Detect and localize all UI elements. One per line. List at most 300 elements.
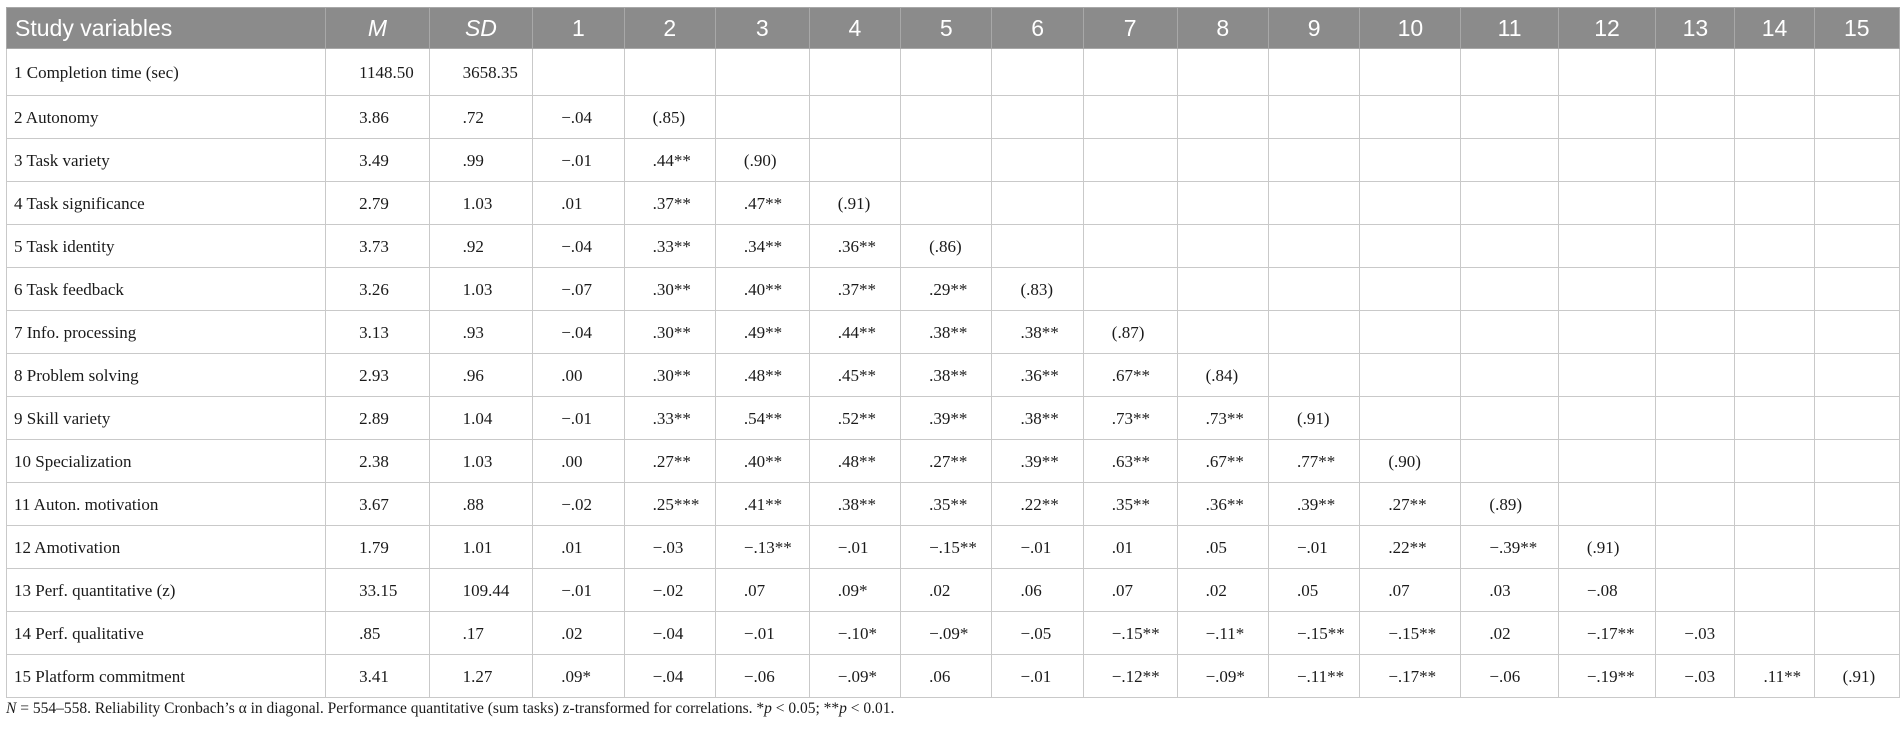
correlation-cell xyxy=(992,182,1083,225)
correlation-cell: .27** xyxy=(624,440,715,483)
correlation-cell: −.04 xyxy=(533,225,624,268)
correlation-cell: −.04 xyxy=(533,96,624,139)
table-body xyxy=(7,49,1900,698)
correlation-cell xyxy=(992,139,1083,182)
correlation-cell: .05 xyxy=(1177,526,1268,569)
correlation-cell xyxy=(809,49,900,96)
correlation-cell: −.09* xyxy=(901,612,992,655)
row-label: 12 Amotivation xyxy=(7,526,326,569)
correlation-cell: (.91) xyxy=(809,182,900,225)
sd-cell: .92 xyxy=(429,225,533,268)
column-header: 6 xyxy=(992,8,1083,49)
correlation-cell xyxy=(1558,182,1655,225)
correlation-cell xyxy=(1268,96,1359,139)
correlation-cell xyxy=(1735,354,1814,397)
correlation-cell: −.13** xyxy=(715,526,809,569)
correlation-cell: −.02 xyxy=(624,569,715,612)
correlation-cell xyxy=(715,96,809,139)
correlation-cell: −.01 xyxy=(992,526,1083,569)
column-header: 12 xyxy=(1558,8,1655,49)
mean-cell: 2.38 xyxy=(326,440,430,483)
correlation-cell xyxy=(1814,440,1899,483)
column-header: 9 xyxy=(1268,8,1359,49)
correlation-cell xyxy=(1814,139,1899,182)
correlation-cell: −.15** xyxy=(1268,612,1359,655)
correlation-cell xyxy=(1360,182,1461,225)
correlation-cell xyxy=(1461,182,1558,225)
correlation-cell xyxy=(1656,225,1735,268)
correlation-cell xyxy=(1735,139,1814,182)
correlation-cell: .39** xyxy=(1268,483,1359,526)
correlation-cell: −.01 xyxy=(533,397,624,440)
correlation-cell: .07 xyxy=(715,569,809,612)
sd-cell: 1.27 xyxy=(429,655,533,698)
correlation-cell: (.91) xyxy=(1558,526,1655,569)
correlation-cell xyxy=(1360,311,1461,354)
table-row xyxy=(7,440,1900,483)
correlation-cell: .30** xyxy=(624,268,715,311)
table-row xyxy=(7,569,1900,612)
correlation-cell xyxy=(901,139,992,182)
correlation-cell xyxy=(992,49,1083,96)
correlation-cell: .11** xyxy=(1735,655,1814,698)
correlation-cell: −.03 xyxy=(1656,612,1735,655)
correlation-cell: .07 xyxy=(1083,569,1177,612)
correlation-cell: .48** xyxy=(809,440,900,483)
correlation-cell: −.12** xyxy=(1083,655,1177,698)
correlation-cell: −.09* xyxy=(1177,655,1268,698)
sd-cell: 1.01 xyxy=(429,526,533,569)
correlation-cell xyxy=(1656,483,1735,526)
mean-cell: 3.86 xyxy=(326,96,430,139)
correlation-cell xyxy=(1360,139,1461,182)
correlation-cell: .54** xyxy=(715,397,809,440)
correlation-cell xyxy=(1268,268,1359,311)
correlation-cell: .33** xyxy=(624,225,715,268)
correlation-cell xyxy=(1177,311,1268,354)
correlation-cell: −.04 xyxy=(624,612,715,655)
correlation-cell xyxy=(1656,182,1735,225)
correlation-cell xyxy=(1558,440,1655,483)
correlation-cell: .38** xyxy=(901,311,992,354)
column-header: 14 xyxy=(1735,8,1814,49)
correlation-cell xyxy=(624,49,715,96)
correlation-cell xyxy=(1735,526,1814,569)
correlation-cell: −.02 xyxy=(533,483,624,526)
correlation-cell: .02 xyxy=(901,569,992,612)
row-label: 7 Info. processing xyxy=(7,311,326,354)
correlation-cell: .40** xyxy=(715,440,809,483)
column-header: SD xyxy=(429,8,533,49)
correlation-cell xyxy=(1814,96,1899,139)
correlation-cell: .35** xyxy=(1083,483,1177,526)
sd-cell: 3658.35 xyxy=(429,49,533,96)
correlation-cell xyxy=(1558,225,1655,268)
correlation-cell xyxy=(1656,354,1735,397)
correlation-cell: .73** xyxy=(1177,397,1268,440)
column-header: 4 xyxy=(809,8,900,49)
correlation-cell xyxy=(1814,49,1899,96)
correlation-cell xyxy=(1558,49,1655,96)
table-row xyxy=(7,225,1900,268)
correlation-cell xyxy=(1461,440,1558,483)
correlation-cell xyxy=(1558,268,1655,311)
table-row xyxy=(7,311,1900,354)
correlation-cell xyxy=(1558,483,1655,526)
correlation-cell: .30** xyxy=(624,354,715,397)
table-row xyxy=(7,526,1900,569)
correlation-cell: .09* xyxy=(809,569,900,612)
correlation-cell xyxy=(1083,49,1177,96)
correlation-cell: .49** xyxy=(715,311,809,354)
correlation-cell: (.85) xyxy=(624,96,715,139)
correlation-cell xyxy=(1656,397,1735,440)
correlation-cell xyxy=(1735,182,1814,225)
correlation-cell xyxy=(1177,225,1268,268)
correlation-cell xyxy=(1268,354,1359,397)
correlation-cell xyxy=(1360,49,1461,96)
correlation-cell xyxy=(1558,397,1655,440)
correlation-cell: .33** xyxy=(624,397,715,440)
mean-cell: 33.15 xyxy=(326,569,430,612)
correlation-cell xyxy=(901,182,992,225)
correlation-cell xyxy=(1360,268,1461,311)
correlation-cell: −.04 xyxy=(624,655,715,698)
column-header: 3 xyxy=(715,8,809,49)
correlation-cell xyxy=(1735,397,1814,440)
correlation-table xyxy=(6,7,1900,698)
correlation-cell xyxy=(1083,268,1177,311)
correlation-cell xyxy=(533,49,624,96)
correlation-cell: −.19** xyxy=(1558,655,1655,698)
correlation-cell xyxy=(1268,49,1359,96)
correlation-cell xyxy=(1461,225,1558,268)
correlation-cell: .02 xyxy=(1461,612,1558,655)
correlation-cell: .00 xyxy=(533,440,624,483)
correlation-cell xyxy=(1558,311,1655,354)
correlation-cell xyxy=(1558,139,1655,182)
correlation-cell: −.01 xyxy=(533,569,624,612)
correlation-cell: .27** xyxy=(901,440,992,483)
correlation-cell: .02 xyxy=(1177,569,1268,612)
correlation-cell xyxy=(1461,397,1558,440)
correlation-cell xyxy=(1268,139,1359,182)
mean-cell: 3.49 xyxy=(326,139,430,182)
sd-cell: .17 xyxy=(429,612,533,655)
correlation-cell xyxy=(1360,225,1461,268)
correlation-cell xyxy=(992,96,1083,139)
correlation-cell: .38** xyxy=(992,311,1083,354)
correlation-cell: −.15** xyxy=(1360,612,1461,655)
mean-cell: 3.26 xyxy=(326,268,430,311)
correlation-cell: .67** xyxy=(1177,440,1268,483)
row-label: 1 Completion time (sec) xyxy=(7,49,326,96)
correlation-cell: .41** xyxy=(715,483,809,526)
correlation-cell xyxy=(1814,225,1899,268)
correlation-cell xyxy=(1268,311,1359,354)
correlation-cell: .30** xyxy=(624,311,715,354)
correlation-cell xyxy=(1656,311,1735,354)
correlation-cell xyxy=(1735,96,1814,139)
correlation-cell: .38** xyxy=(992,397,1083,440)
correlation-cell: .39** xyxy=(901,397,992,440)
column-header: 10 xyxy=(1360,8,1461,49)
correlation-cell: .77** xyxy=(1268,440,1359,483)
correlation-cell: −.11* xyxy=(1177,612,1268,655)
correlation-cell: (.86) xyxy=(901,225,992,268)
row-label: 9 Skill variety xyxy=(7,397,326,440)
row-label: 2 Autonomy xyxy=(7,96,326,139)
mean-cell: 3.13 xyxy=(326,311,430,354)
correlation-cell: −.08 xyxy=(1558,569,1655,612)
correlation-cell: .52** xyxy=(809,397,900,440)
correlation-cell: −.01 xyxy=(992,655,1083,698)
correlation-cell: .29** xyxy=(901,268,992,311)
correlation-cell: .47** xyxy=(715,182,809,225)
correlation-cell: −.03 xyxy=(624,526,715,569)
correlation-cell xyxy=(1814,354,1899,397)
mean-cell: 1148.50 xyxy=(326,49,430,96)
correlation-cell xyxy=(1814,182,1899,225)
correlation-cell: −.03 xyxy=(1656,655,1735,698)
correlation-cell xyxy=(809,96,900,139)
correlation-cell xyxy=(1814,526,1899,569)
mean-cell: .85 xyxy=(326,612,430,655)
column-header: 2 xyxy=(624,8,715,49)
correlation-cell: .01 xyxy=(533,182,624,225)
table-header-row xyxy=(7,8,1900,49)
row-label: 3 Task variety xyxy=(7,139,326,182)
correlation-cell: .05 xyxy=(1268,569,1359,612)
correlation-cell xyxy=(1461,49,1558,96)
correlation-cell: (.90) xyxy=(1360,440,1461,483)
correlation-cell: .22** xyxy=(992,483,1083,526)
mean-cell: 2.79 xyxy=(326,182,430,225)
correlation-cell: .06 xyxy=(901,655,992,698)
mean-cell: 2.93 xyxy=(326,354,430,397)
correlation-cell xyxy=(1558,354,1655,397)
correlation-cell: .48** xyxy=(715,354,809,397)
row-label: 14 Perf. qualitative xyxy=(7,612,326,655)
table-row xyxy=(7,612,1900,655)
correlation-cell xyxy=(1558,96,1655,139)
mean-cell: 3.41 xyxy=(326,655,430,698)
correlation-cell xyxy=(1360,354,1461,397)
sd-cell: 1.03 xyxy=(429,268,533,311)
table-row xyxy=(7,49,1900,96)
correlation-cell: .34** xyxy=(715,225,809,268)
correlation-cell: .40** xyxy=(715,268,809,311)
correlation-cell: .35** xyxy=(901,483,992,526)
correlation-cell xyxy=(1083,225,1177,268)
column-header: 15 xyxy=(1814,8,1899,49)
correlation-cell: (.87) xyxy=(1083,311,1177,354)
correlation-cell xyxy=(901,49,992,96)
table-row xyxy=(7,483,1900,526)
table-row xyxy=(7,139,1900,182)
correlation-cell: .06 xyxy=(992,569,1083,612)
sd-cell: .93 xyxy=(429,311,533,354)
table-row xyxy=(7,96,1900,139)
correlation-cell: −.05 xyxy=(992,612,1083,655)
row-label: 4 Task significance xyxy=(7,182,326,225)
correlation-cell xyxy=(1360,96,1461,139)
correlation-cell xyxy=(1735,440,1814,483)
column-header: 11 xyxy=(1461,8,1558,49)
correlation-cell xyxy=(1177,96,1268,139)
correlation-cell xyxy=(1177,139,1268,182)
correlation-cell: −.07 xyxy=(533,268,624,311)
sd-cell: .99 xyxy=(429,139,533,182)
sd-cell: .88 xyxy=(429,483,533,526)
table-row xyxy=(7,354,1900,397)
correlation-cell xyxy=(1735,483,1814,526)
correlation-cell: −.39** xyxy=(1461,526,1558,569)
correlation-cell xyxy=(715,49,809,96)
correlation-cell xyxy=(992,225,1083,268)
correlation-cell xyxy=(1735,311,1814,354)
correlation-cell: (.91) xyxy=(1814,655,1899,698)
correlation-cell: .27** xyxy=(1360,483,1461,526)
correlation-cell xyxy=(1656,440,1735,483)
mean-cell: 3.73 xyxy=(326,225,430,268)
correlation-cell: .39** xyxy=(992,440,1083,483)
row-label: 8 Problem solving xyxy=(7,354,326,397)
correlation-cell: .67** xyxy=(1083,354,1177,397)
row-label: 10 Specialization xyxy=(7,440,326,483)
correlation-cell: .03 xyxy=(1461,569,1558,612)
column-header: 8 xyxy=(1177,8,1268,49)
correlation-cell xyxy=(809,139,900,182)
correlation-cell: (.91) xyxy=(1268,397,1359,440)
correlation-cell xyxy=(1656,526,1735,569)
correlation-cell: .36** xyxy=(1177,483,1268,526)
table-row xyxy=(7,182,1900,225)
correlation-cell xyxy=(1177,182,1268,225)
correlation-cell xyxy=(1177,49,1268,96)
sd-cell: 1.03 xyxy=(429,440,533,483)
column-header: 7 xyxy=(1083,8,1177,49)
correlation-cell: .63** xyxy=(1083,440,1177,483)
correlation-cell xyxy=(1735,268,1814,311)
column-header: 13 xyxy=(1656,8,1735,49)
correlation-cell xyxy=(1656,49,1735,96)
correlation-cell: .36** xyxy=(809,225,900,268)
correlation-cell: (.89) xyxy=(1461,483,1558,526)
correlation-cell: −.06 xyxy=(1461,655,1558,698)
correlation-cell: .73** xyxy=(1083,397,1177,440)
correlation-cell: .45** xyxy=(809,354,900,397)
correlation-cell: −.01 xyxy=(533,139,624,182)
correlation-cell xyxy=(1461,354,1558,397)
correlation-cell: .44** xyxy=(809,311,900,354)
column-header: 1 xyxy=(533,8,624,49)
correlation-cell xyxy=(1814,569,1899,612)
correlation-cell xyxy=(1083,96,1177,139)
sd-cell: 1.04 xyxy=(429,397,533,440)
correlation-cell xyxy=(901,96,992,139)
mean-cell: 1.79 xyxy=(326,526,430,569)
correlation-cell xyxy=(1814,612,1899,655)
correlation-cell: .37** xyxy=(624,182,715,225)
correlation-cell: .36** xyxy=(992,354,1083,397)
mean-cell: 3.67 xyxy=(326,483,430,526)
correlation-cell: .25*** xyxy=(624,483,715,526)
correlation-cell xyxy=(1360,397,1461,440)
correlation-cell xyxy=(1461,139,1558,182)
correlation-cell: −.09* xyxy=(809,655,900,698)
correlation-cell: −.04 xyxy=(533,311,624,354)
sd-cell: .96 xyxy=(429,354,533,397)
table-row xyxy=(7,397,1900,440)
correlation-cell xyxy=(1656,569,1735,612)
correlation-cell xyxy=(1461,311,1558,354)
correlation-cell xyxy=(1735,569,1814,612)
correlation-cell: .07 xyxy=(1360,569,1461,612)
correlation-cell: −.10* xyxy=(809,612,900,655)
correlation-cell xyxy=(1814,311,1899,354)
correlation-cell: .09* xyxy=(533,655,624,698)
column-header: 5 xyxy=(901,8,992,49)
correlation-cell: −.17** xyxy=(1360,655,1461,698)
correlation-cell xyxy=(1656,268,1735,311)
correlation-cell: −.17** xyxy=(1558,612,1655,655)
correlation-cell xyxy=(1083,139,1177,182)
correlation-cell xyxy=(1177,268,1268,311)
column-header: M xyxy=(326,8,430,49)
correlation-cell xyxy=(1814,483,1899,526)
table-row xyxy=(7,655,1900,698)
sd-cell: 109.44 xyxy=(429,569,533,612)
correlation-cell: −.01 xyxy=(715,612,809,655)
correlation-cell: .38** xyxy=(809,483,900,526)
correlation-cell xyxy=(1735,225,1814,268)
row-label: 11 Auton. motivation xyxy=(7,483,326,526)
correlation-cell xyxy=(1461,96,1558,139)
correlation-cell: .00 xyxy=(533,354,624,397)
correlation-cell xyxy=(1268,225,1359,268)
correlation-cell: .38** xyxy=(901,354,992,397)
correlation-cell: −.15** xyxy=(1083,612,1177,655)
table-note: N = 554–558. Reliability Cronbach’s α in diagonal. Performance quantitative (sum tasks) z-transformed for correlations. *p < 0.05; **p < 0.01. xyxy=(6,700,895,717)
correlation-cell xyxy=(1268,182,1359,225)
correlation-cell: .37** xyxy=(809,268,900,311)
correlation-cell: .01 xyxy=(533,526,624,569)
correlation-cell xyxy=(1814,397,1899,440)
correlation-cell: (.83) xyxy=(992,268,1083,311)
correlation-cell xyxy=(1461,268,1558,311)
correlation-cell xyxy=(1083,182,1177,225)
correlation-cell: −.06 xyxy=(715,655,809,698)
table-row xyxy=(7,268,1900,311)
correlation-cell: −.01 xyxy=(809,526,900,569)
correlation-cell: −.11** xyxy=(1268,655,1359,698)
sd-cell: .72 xyxy=(429,96,533,139)
correlation-cell: .44** xyxy=(624,139,715,182)
correlation-cell: .01 xyxy=(1083,526,1177,569)
correlation-cell xyxy=(1735,49,1814,96)
correlation-cell xyxy=(1735,612,1814,655)
row-label: 6 Task feedback xyxy=(7,268,326,311)
correlation-cell xyxy=(1814,268,1899,311)
correlation-cell: −.01 xyxy=(1268,526,1359,569)
row-label: 5 Task identity xyxy=(7,225,326,268)
header-study-variables: Study variables xyxy=(7,8,326,49)
mean-cell: 2.89 xyxy=(326,397,430,440)
sd-cell: 1.03 xyxy=(429,182,533,225)
correlation-cell: −.15** xyxy=(901,526,992,569)
correlation-cell: (.84) xyxy=(1177,354,1268,397)
